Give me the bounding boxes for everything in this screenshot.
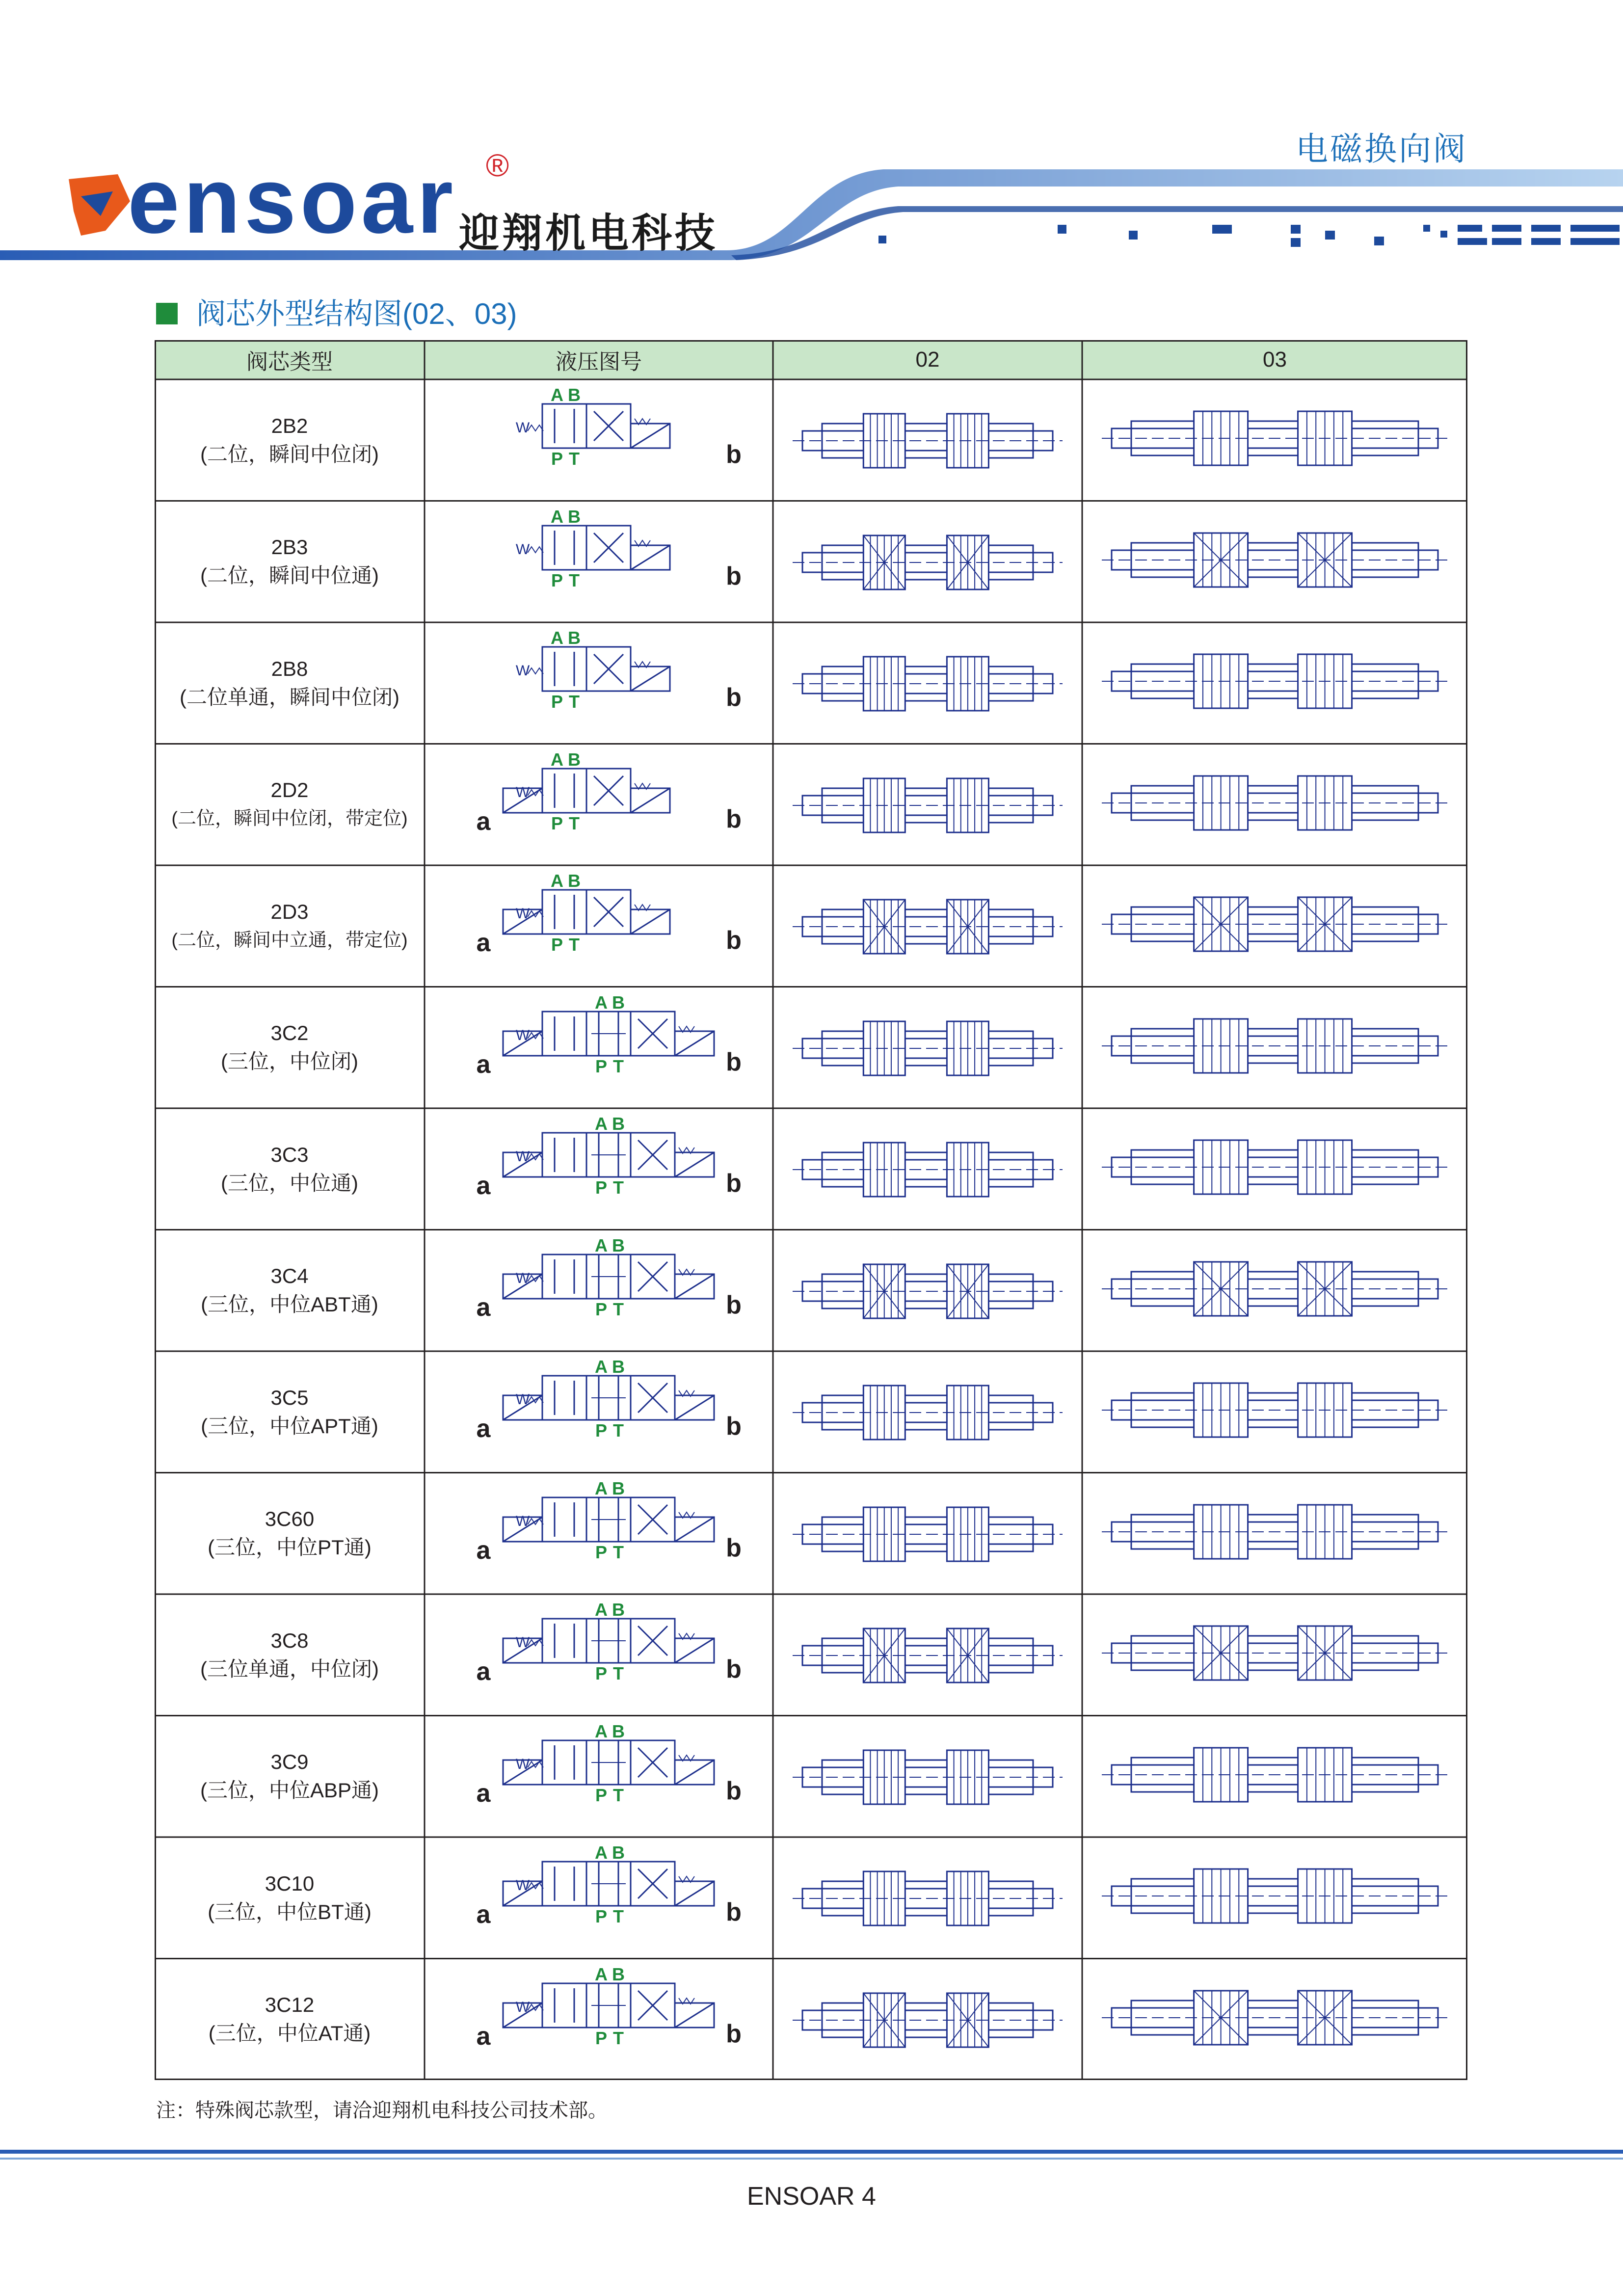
spool-drawing <box>793 1750 1063 1804</box>
solenoid-a-label: a <box>476 1657 491 1686</box>
hydraulic-symbol-cell <box>425 1837 773 1959</box>
hydraulic-symbol-cell <box>425 1959 773 2081</box>
page-footer: ENSOAR 4 <box>747 2182 876 2211</box>
spool-code: 3C8 <box>270 1629 309 1652</box>
spool-drawing <box>1102 1383 1448 1437</box>
category-title: 电磁换向阀 <box>1296 131 1467 167</box>
brand-logo: ensoar <box>128 149 457 253</box>
table-row <box>155 1959 425 2081</box>
spool-description: (二位，瞬间中位通) <box>200 564 379 587</box>
spool-02-cell <box>773 1728 1082 1850</box>
spring-w-label: W <box>515 1027 530 1043</box>
spool-description: (二位，瞬间中立通，带定位) <box>171 930 408 951</box>
spool-03-cell <box>1082 389 1467 511</box>
port-b-label: B <box>568 385 581 405</box>
spool-drawing <box>793 414 1063 468</box>
spool-drawing <box>1102 1019 1448 1073</box>
solenoid-b-label: b <box>726 2019 742 2048</box>
spool-code: 3C12 <box>265 1993 315 2017</box>
spool-code: 3C2 <box>270 1021 309 1045</box>
port-t-label: T <box>569 449 580 469</box>
port-p-label: P <box>595 2028 608 2048</box>
col-header-02: 02 <box>773 340 1082 379</box>
spool-table <box>155 340 1467 2082</box>
valve-symbol <box>503 1497 714 1542</box>
spool-drawing <box>793 1871 1063 1925</box>
spool-code: 3C3 <box>270 1143 309 1166</box>
port-p-label: P <box>551 813 563 833</box>
spool-description: (三位单通，中位闭) <box>200 1657 379 1681</box>
port-t-label: T <box>613 1299 624 1319</box>
spool-description: (三位，中位ABT通) <box>201 1293 378 1316</box>
port-b-label: B <box>568 506 581 527</box>
solenoid-a-label: a <box>476 1415 491 1443</box>
port-t-label: T <box>613 1785 624 1805</box>
spool-drawing <box>793 1021 1063 1075</box>
spool-code: 2B3 <box>271 535 308 559</box>
spool-03-cell <box>1082 1726 1467 1847</box>
port-p-label: P <box>551 692 563 712</box>
table-row <box>155 1351 425 1473</box>
spool-drawing <box>793 657 1063 711</box>
port-p-label: P <box>595 1663 608 1683</box>
spool-drawing <box>793 778 1063 832</box>
solenoid-a-label: a <box>476 2022 491 2051</box>
valve-symbol <box>503 1012 714 1056</box>
table-row <box>155 1716 425 1838</box>
spring-w-label: W <box>515 1756 530 1772</box>
spool-03-cell <box>1082 1240 1467 1362</box>
spool-code: 3C5 <box>270 1386 309 1409</box>
solenoid-b-label: b <box>726 1898 742 1926</box>
spool-drawing <box>793 1143 1063 1197</box>
spool-02-cell <box>773 1242 1082 1364</box>
spring-w-label: W <box>515 1513 530 1529</box>
footer-rule <box>0 2145 1623 2174</box>
spool-description: (三位，中位ABP通) <box>200 1779 379 1802</box>
hydraulic-symbol-cell <box>425 1230 773 1352</box>
valve-symbol <box>528 526 670 570</box>
hydraulic-symbol-cell <box>425 1108 773 1230</box>
spool-02-cell <box>773 1485 1082 1607</box>
solenoid-a-label: a <box>476 1293 491 1322</box>
spring-w-label: W <box>515 541 530 558</box>
table-row <box>155 1473 425 1595</box>
solenoid-b-label: b <box>726 1533 742 1562</box>
port-p-label: P <box>595 1056 608 1076</box>
spool-code: 3C10 <box>265 1871 315 1895</box>
port-a-label: A <box>551 749 563 770</box>
valve-symbol <box>503 1740 714 1785</box>
spool-description: (二位单通，瞬间中位闭) <box>180 685 399 709</box>
port-a-label: A <box>551 385 563 405</box>
port-p-label: P <box>595 1542 608 1562</box>
hydraulic-symbol-cell <box>425 987 773 1109</box>
hydraulic-symbol-cell <box>425 1594 773 1716</box>
solenoid-a-label: a <box>476 1050 491 1079</box>
port-a-label: A <box>595 1114 608 1134</box>
spool-drawing <box>1102 1626 1448 1680</box>
port-a-label: A <box>595 1721 608 1741</box>
port-a-label: A <box>595 1964 608 1984</box>
spring-w-label: W <box>515 1634 530 1651</box>
spool-02-cell <box>773 1606 1082 1728</box>
spool-drawing <box>1102 654 1448 708</box>
table-row <box>155 1230 425 1352</box>
spool-03-cell <box>1082 754 1467 876</box>
spool-03-cell <box>1082 632 1467 754</box>
col-header-03: 03 <box>1082 340 1467 379</box>
spool-02-cell <box>773 1849 1082 1971</box>
spool-02-cell <box>773 513 1082 635</box>
brand-emblem-icon <box>69 174 130 236</box>
spool-drawing <box>1102 897 1448 951</box>
solenoid-a-label: a <box>476 807 491 836</box>
port-p-label: P <box>595 1906 608 1926</box>
solenoid-b-label: b <box>726 926 742 955</box>
spool-drawing <box>793 1264 1063 1318</box>
port-a-label: A <box>551 871 563 891</box>
port-t-label: T <box>569 934 580 955</box>
spool-drawing <box>1102 533 1448 587</box>
port-p-label: P <box>551 934 563 955</box>
spring-w-label: W <box>515 906 530 922</box>
solenoid-b-label: b <box>726 1290 742 1319</box>
spool-drawing <box>1102 776 1448 830</box>
port-b-label: B <box>612 1357 625 1377</box>
port-b-label: B <box>568 871 581 891</box>
table-row <box>155 1108 425 1230</box>
table-row <box>155 744 425 866</box>
port-t-label: T <box>569 692 580 712</box>
spool-03-cell <box>1082 1361 1467 1483</box>
valve-symbol <box>503 1862 714 1906</box>
spool-03-cell <box>1082 875 1467 997</box>
spool-02-cell <box>773 1121 1082 1242</box>
solenoid-b-label: b <box>726 1776 742 1805</box>
hydraulic-symbol-cell <box>425 1473 773 1595</box>
port-p-label: P <box>551 570 563 590</box>
spool-description: (三位，中位闭) <box>221 1050 358 1073</box>
hydraulic-symbol-cell <box>425 744 773 866</box>
port-p-label: P <box>551 449 563 469</box>
footnote: 注：特殊阀芯款型，请洽迎翔机电科技公司技术部。 <box>156 2100 608 2121</box>
spool-code: 3C9 <box>270 1750 309 1774</box>
solenoid-b-label: b <box>726 1047 742 1076</box>
port-b-label: B <box>612 1842 625 1863</box>
port-b-label: B <box>568 749 581 770</box>
spool-drawing <box>1102 1505 1448 1559</box>
spool-drawing <box>793 1507 1063 1561</box>
table-row <box>155 865 425 987</box>
port-t-label: T <box>569 813 580 833</box>
spring-w-label: W <box>515 1270 530 1286</box>
valve-symbol <box>503 1133 714 1177</box>
port-b-label: B <box>612 1235 625 1255</box>
spool-drawing <box>1102 1140 1448 1194</box>
port-t-label: T <box>613 1906 624 1926</box>
spring-w-label: W <box>515 1877 530 1894</box>
spool-drawing <box>1102 1748 1448 1802</box>
spool-drawing <box>1102 411 1448 465</box>
spool-03-cell <box>1082 997 1467 1119</box>
port-a-label: A <box>551 628 563 648</box>
brand-chinese-name: 迎翔机电科技 <box>459 211 718 256</box>
port-a-label: A <box>595 1357 608 1377</box>
port-b-label: B <box>612 1964 625 1984</box>
solenoid-b-label: b <box>726 683 742 712</box>
port-a-label: A <box>595 992 608 1013</box>
port-p-label: P <box>595 1299 608 1319</box>
valve-symbol <box>503 1255 714 1299</box>
spring-w-label: W <box>515 1391 530 1408</box>
table-row <box>155 1837 425 1959</box>
spool-02-cell <box>773 878 1082 999</box>
port-a-label: A <box>595 1235 608 1255</box>
spring-w-label: W <box>515 1148 530 1165</box>
port-b-label: B <box>612 1478 625 1498</box>
solenoid-b-label: b <box>726 561 742 590</box>
spool-code: 3C4 <box>270 1264 309 1288</box>
spool-drawing <box>1102 1869 1448 1923</box>
spool-03-cell <box>1082 1604 1467 1726</box>
table-row <box>155 987 425 1109</box>
hydraulic-symbol-cell <box>425 501 773 623</box>
spool-03-cell <box>1082 1847 1467 1969</box>
spool-03-cell <box>1082 1483 1467 1604</box>
table-row <box>155 1594 425 1716</box>
spool-drawing <box>793 900 1063 954</box>
spring-w-label: W <box>515 663 530 679</box>
table-row <box>155 379 425 501</box>
solenoid-a-label: a <box>476 1779 491 1808</box>
port-p-label: P <box>595 1420 608 1441</box>
spool-drawing <box>1102 1991 1448 2045</box>
table-row <box>155 622 425 744</box>
port-b-label: B <box>612 992 625 1013</box>
port-t-label: T <box>613 1177 624 1198</box>
port-a-label: A <box>595 1478 608 1498</box>
solenoid-a-label: a <box>476 929 491 957</box>
spool-description: (二位，瞬间中位闭，带定位) <box>171 808 408 829</box>
port-p-label: P <box>595 1785 608 1805</box>
port-a-label: A <box>551 506 563 527</box>
spool-drawing <box>793 1993 1063 2047</box>
port-b-label: B <box>612 1721 625 1741</box>
solenoid-a-label: a <box>476 1536 491 1565</box>
spool-drawing <box>1102 1262 1448 1316</box>
spring-w-label: W <box>515 1999 530 2015</box>
table-row <box>155 501 425 623</box>
spool-code: 2D3 <box>270 900 309 923</box>
spool-02-cell <box>773 1971 1082 2093</box>
spool-drawing <box>793 1629 1063 1682</box>
spool-description: (二位，瞬间中位闭) <box>200 442 379 466</box>
valve-symbol <box>503 1619 714 1663</box>
spool-03-cell <box>1082 1969 1467 2090</box>
registered-mark: ® <box>486 148 509 183</box>
port-t-label: T <box>613 2028 624 2048</box>
solenoid-b-label: b <box>726 804 742 833</box>
spool-03-cell <box>1082 1118 1467 1240</box>
port-t-label: T <box>569 570 580 590</box>
port-t-label: T <box>613 1420 624 1441</box>
spool-03-cell <box>1082 511 1467 633</box>
col-header-type: 阀芯类型 <box>155 340 425 379</box>
solenoid-b-label: b <box>726 1169 742 1198</box>
spool-code: 2B8 <box>271 657 308 680</box>
page-header <box>0 0 1623 275</box>
spool-drawing <box>793 1386 1063 1440</box>
port-b-label: B <box>612 1600 625 1620</box>
port-b-label: B <box>568 628 581 648</box>
spring-w-label: W <box>515 420 530 436</box>
solenoid-a-label: a <box>476 1900 491 1929</box>
col-header-symbol: 液压图号 <box>425 340 773 379</box>
spring-w-label: W <box>515 784 530 801</box>
port-a-label: A <box>595 1600 608 1620</box>
port-p-label: P <box>595 1177 608 1198</box>
spool-description: (三位，中位PT通) <box>208 1536 372 1559</box>
valve-symbol <box>503 1376 714 1420</box>
spool-description: (三位，中位APT通) <box>201 1414 378 1438</box>
spool-02-cell <box>773 756 1082 878</box>
section-title: 阀芯外型结构图(02、03) <box>196 297 517 330</box>
spool-code: 2D2 <box>270 778 309 802</box>
spool-description: (三位，中位AT通) <box>208 2022 371 2045</box>
valve-symbol <box>528 647 670 691</box>
spool-drawing <box>793 535 1063 589</box>
spool-02-cell <box>773 999 1082 1121</box>
valve-symbol <box>503 1983 714 2028</box>
solenoid-b-label: b <box>726 1412 742 1441</box>
spool-description: (三位，中位通) <box>221 1171 358 1195</box>
hydraulic-symbol-cell <box>425 1351 773 1473</box>
solenoid-b-label: b <box>726 1655 742 1683</box>
solenoid-a-label: a <box>476 1172 491 1200</box>
spool-02-cell <box>773 392 1082 513</box>
spool-description: (三位，中位BT通) <box>208 1900 372 1923</box>
port-a-label: A <box>595 1842 608 1863</box>
port-t-label: T <box>613 1663 624 1683</box>
hydraulic-symbol-cell <box>425 379 773 501</box>
spool-code: 2B2 <box>271 414 308 437</box>
port-t-label: T <box>613 1056 624 1076</box>
spool-02-cell <box>773 1363 1082 1485</box>
valve-symbol <box>528 404 670 448</box>
hydraulic-symbol-cell <box>425 865 773 987</box>
port-b-label: B <box>612 1114 625 1134</box>
hydraulic-symbol-cell <box>425 1716 773 1838</box>
solenoid-b-label: b <box>726 440 742 469</box>
port-t-label: T <box>613 1542 624 1562</box>
hydraulic-symbol-cell <box>425 622 773 744</box>
spool-02-cell <box>773 635 1082 756</box>
spool-code: 3C60 <box>265 1507 315 1531</box>
